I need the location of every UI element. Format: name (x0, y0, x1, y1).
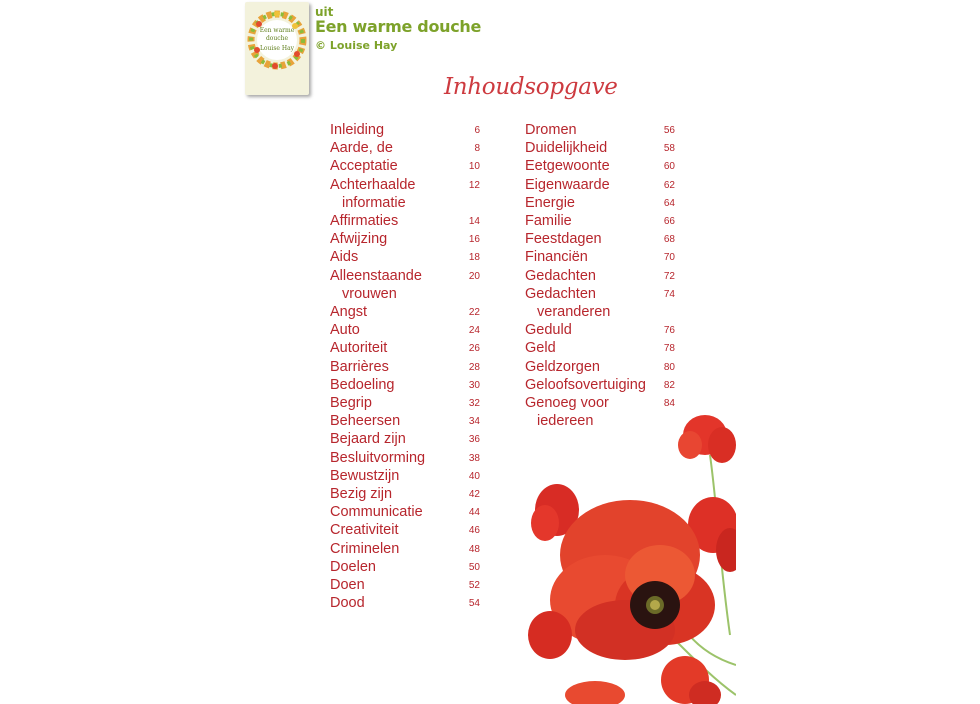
toc-entry-page-number: 66 (663, 216, 675, 228)
toc-entry (330, 540, 480, 558)
title-prefix: uit (315, 5, 334, 19)
toc-entry-label: Barrières (330, 358, 389, 375)
toc-entry-page-number: 64 (663, 197, 675, 209)
page-heading: Inhoudsopgave (444, 74, 618, 100)
toc-entry (525, 358, 675, 376)
toc-entry-page-number: 60 (663, 161, 675, 173)
toc-entry (330, 467, 480, 485)
toc-entry-label: Affirmaties (330, 213, 399, 230)
toc-entry-page-number: 80 (663, 361, 675, 373)
book-cover-thumbnail (245, 2, 309, 95)
toc-entry (525, 194, 675, 212)
toc-entry-label: Besluitvorming (330, 449, 426, 466)
toc-entry (525, 230, 675, 248)
toc-entry-label: Geloofsovertuiging (525, 376, 646, 393)
toc-entry-label-continued: veranderen (537, 304, 611, 321)
poppy-top-right (678, 415, 736, 463)
toc-entry-label: Inleiding (330, 122, 385, 138)
toc-entry (330, 430, 480, 448)
toc-entry-label: Bedoeling (330, 376, 395, 393)
toc-entry-label: Eigenwaarde (525, 176, 610, 193)
toc-entry-page-number: 12 (468, 179, 480, 191)
toc-entry (525, 139, 675, 157)
toc-entry-label: Autoriteit (330, 340, 388, 357)
toc-entry-label: Afwijzing (330, 231, 388, 248)
toc-entry (525, 339, 675, 357)
toc-entry-page-number: 22 (468, 307, 480, 319)
toc-entry (525, 321, 675, 339)
toc-entry-page-number: 84 (663, 398, 675, 410)
toc-entry (330, 157, 480, 175)
toc-entry-label: Alleenstaande (330, 267, 422, 284)
toc-entry-page-number: 78 (663, 343, 675, 355)
toc-entry-label: Energie (525, 194, 575, 211)
toc-entry (330, 485, 480, 503)
poppy-petal-bottom (565, 681, 625, 704)
toc-entry-page-number: 18 (468, 252, 480, 264)
toc-entry-page-number: 32 (468, 398, 480, 410)
toc-entry-page-number: 28 (468, 361, 480, 373)
toc-entry-label: Geduld (525, 322, 572, 339)
toc-entry-label: Doen (330, 577, 365, 594)
toc-entry-label: Begrip (330, 395, 372, 412)
toc-entry-page-number: 82 (663, 379, 675, 391)
toc-entry-page-number: 62 (663, 179, 675, 191)
toc-entry-page-number: 74 (663, 288, 675, 300)
toc-column-1 (330, 121, 480, 612)
toc-entry (330, 394, 480, 412)
toc-entry-page-number: 46 (468, 525, 480, 537)
toc-entry (330, 248, 480, 266)
poppy-flowers-illustration (525, 405, 736, 704)
toc-entry-label: Geld (525, 340, 556, 357)
toc-entry-page-number: 48 (468, 543, 480, 555)
toc-entry-label: Bejaard zijn (330, 431, 406, 448)
toc-entry-page-number: 34 (468, 416, 480, 428)
toc-entry (330, 503, 480, 521)
toc-entry-label: Gedachten (525, 285, 596, 302)
toc-entry-label: Aarde, de (330, 140, 393, 157)
toc-entry (330, 303, 480, 321)
toc-entry (330, 558, 480, 576)
toc-entry-page-number: 50 (468, 561, 480, 573)
toc-entry-page-number: 6 (474, 125, 480, 136)
toc-entry-label: Auto (330, 322, 360, 339)
toc-entry (525, 376, 675, 394)
toc-entry-label: Creativiteit (330, 522, 399, 539)
book-title: Een warme douche (315, 17, 482, 36)
toc-column-2 (525, 121, 675, 430)
toc-entry-label-continued: informatie (342, 194, 406, 211)
toc-entry-page-number: 26 (468, 343, 480, 355)
toc-entry-label: Doelen (330, 558, 376, 575)
toc-entry (330, 139, 480, 157)
cover-title-line2: douche (265, 35, 289, 42)
toc-entry-page-number: 16 (468, 234, 480, 246)
toc-entry-page-number: 40 (468, 470, 480, 482)
book-author: © Louise Hay (315, 39, 398, 52)
toc-entry (525, 267, 675, 285)
toc-entry-label: Aids (330, 249, 359, 266)
toc-entry-page-number: 52 (468, 580, 480, 592)
toc-entry (525, 157, 675, 175)
toc-entry-label: Beheersen (330, 413, 401, 430)
toc-entry (330, 121, 480, 139)
toc-entry-label: Financiën (525, 249, 588, 266)
toc-entry-label: Communicatie (330, 504, 423, 521)
toc-entry-label: Eetgewoonte (525, 158, 610, 175)
toc-entry-label: Gedachten (525, 267, 596, 284)
toc-entry-page-number: 30 (468, 379, 480, 391)
toc-entry-page-number: 42 (468, 489, 480, 501)
toc-entry-label: Bezig zijn (330, 486, 393, 503)
toc-entry (330, 230, 480, 248)
toc-entry (330, 321, 480, 339)
toc-entry (525, 248, 675, 266)
toc-entry-label: Dood (330, 595, 365, 612)
toc-entry-page-number: 14 (468, 216, 480, 228)
toc-entry-page-number: 38 (468, 452, 480, 464)
toc-entry-page-number: 72 (663, 270, 675, 282)
toc-entry (330, 576, 480, 594)
toc-entry-label: Dromen (525, 122, 577, 138)
toc-entry-label-continued: vrouwen (342, 285, 397, 302)
toc-entry-page-number: 70 (663, 252, 675, 264)
toc-entry (330, 376, 480, 394)
book-page (243, 0, 736, 704)
toc-entry-label: Bewustzijn (330, 467, 400, 484)
toc-entry (525, 121, 675, 139)
toc-entry (330, 267, 480, 303)
toc-entry (330, 176, 480, 212)
toc-entry-label: Achterhaalde (330, 176, 416, 193)
toc-entry-label: Acceptatie (330, 158, 398, 175)
toc-entry (330, 521, 480, 539)
toc-entry-page-number: 10 (468, 161, 480, 173)
toc-entry-page-number: 58 (663, 143, 675, 155)
toc-entry-page-number: 8 (474, 143, 480, 155)
toc-entry-page-number: 76 (663, 325, 675, 337)
toc-entry-page-number: 68 (663, 234, 675, 246)
toc-entry-label: Genoeg voor (525, 395, 609, 412)
toc-entry-label: Criminelen (330, 540, 400, 557)
toc-entry-label-continued: iedereen (537, 413, 594, 430)
toc-entry-label: Feestdagen (525, 231, 602, 248)
toc-entry (330, 358, 480, 376)
toc-entry (330, 412, 480, 430)
toc-entry (525, 285, 675, 321)
toc-entry (330, 339, 480, 357)
toc-entry (330, 449, 480, 467)
toc-entry-page-number: 20 (468, 270, 480, 282)
toc-entry-label: Duidelijkheid (525, 140, 608, 157)
poppy-bottom-left (528, 611, 572, 659)
toc-entry-page-number: 44 (468, 507, 480, 519)
poppy-bottom-right (661, 656, 721, 704)
toc-entry (525, 176, 675, 194)
toc-entry-page-number: 24 (468, 325, 480, 337)
toc-entry-page-number: 36 (468, 434, 480, 446)
toc-entry (525, 212, 675, 230)
cover-title-line1: Een warme (259, 27, 295, 34)
toc-entry-label: Familie (525, 213, 572, 230)
toc-entry-page-number: 56 (663, 125, 675, 136)
toc-entry (330, 594, 480, 612)
toc-entry-label: Angst (330, 304, 368, 321)
toc-entry-label: Geldzorgen (525, 358, 600, 375)
toc-entry (330, 212, 480, 230)
cover-author: Louise Hay (259, 45, 295, 52)
toc-entry-page-number: 54 (468, 598, 480, 610)
